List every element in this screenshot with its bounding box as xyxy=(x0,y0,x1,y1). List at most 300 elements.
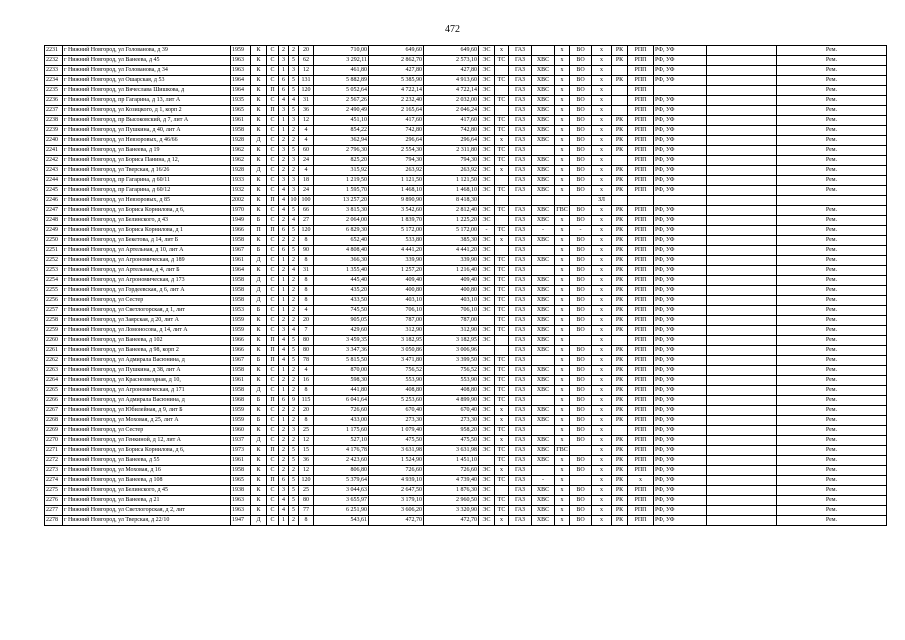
garbage-chute-cell: х xyxy=(592,236,612,246)
gas-cell: ГАЗ xyxy=(509,176,532,186)
living-area-cell: 403,10 xyxy=(369,296,424,306)
living-area-cell: 787,00 xyxy=(369,316,424,326)
garbage-chute-cell: х xyxy=(592,396,612,406)
wall-material-cell: К xyxy=(251,496,267,506)
living-area-cell: 553,90 xyxy=(369,376,424,386)
cold-water-cell xyxy=(532,356,555,366)
sewerage-cell: ВО xyxy=(570,86,592,96)
electricity-cell: ЭС xyxy=(479,336,495,346)
build-year-cell: 1964 xyxy=(231,266,251,276)
entrances-count-cell: 2 xyxy=(279,166,289,176)
build-year-cell: 1949 xyxy=(231,216,251,226)
facade-repair-cell xyxy=(654,86,707,96)
entrances-count-cell: 1 xyxy=(279,296,289,306)
build-year-cell: 1928 xyxy=(231,166,251,176)
garbage-chute-cell: х xyxy=(592,156,612,166)
row-number-cell: 2239 xyxy=(45,126,63,136)
table-row xyxy=(45,276,887,286)
address-cell: г Нижний Новгород, ул Белинского, д 43 xyxy=(63,216,231,226)
sewerage-cell xyxy=(570,196,592,206)
hot-water-cell: х xyxy=(555,276,570,286)
roof-repair-cell: РК xyxy=(612,476,628,486)
entrances-count-cell: 1 xyxy=(279,286,289,296)
table-row xyxy=(45,126,887,136)
electricity-cell: ЭС xyxy=(479,386,495,396)
roof-repair-cell: РК xyxy=(612,376,628,386)
heating-cell: ТС xyxy=(495,366,509,376)
project-type-cell: С xyxy=(267,66,279,76)
facade-repair-cell: РФ, УФ xyxy=(654,356,707,366)
apartments-count-cell: 60 xyxy=(299,146,314,156)
gas-cell: ГАЗ xyxy=(509,396,532,406)
total-area-cell: 441,80 xyxy=(314,386,369,396)
table-row xyxy=(45,296,887,306)
facade-repair-cell: РФ, УФ xyxy=(654,96,707,106)
heating-cell: ТС xyxy=(495,506,509,516)
build-year-cell: 1958 xyxy=(231,466,251,476)
electricity-cell: ЭС xyxy=(479,126,495,136)
engineering-repair-cell: х xyxy=(628,476,654,486)
wall-material-cell: К xyxy=(251,336,267,346)
project-type-cell: С xyxy=(267,156,279,166)
remark-cell xyxy=(707,106,777,116)
residential-area-cell: 4 441,20 xyxy=(424,246,479,256)
table-row xyxy=(45,176,887,186)
roof-repair-cell xyxy=(612,106,628,116)
garbage-chute-cell: х xyxy=(592,276,612,286)
gas-cell: ГАЗ xyxy=(509,476,532,486)
heating-cell xyxy=(495,106,509,116)
row-number-cell: 2249 xyxy=(45,226,63,236)
heating-cell: ТС xyxy=(495,326,509,336)
gas-cell: ГАЗ xyxy=(509,76,532,86)
project-type-cell: С xyxy=(267,316,279,326)
electricity-cell: - xyxy=(479,226,495,236)
roof-repair-cell xyxy=(612,196,628,206)
wall-material-cell: К xyxy=(251,196,267,206)
roof-repair-cell xyxy=(612,86,628,96)
hot-water-cell: х xyxy=(555,166,570,176)
apartments-count-cell: 120 xyxy=(299,226,314,236)
electricity-cell: ЭС xyxy=(479,506,495,516)
hot-water-cell: х xyxy=(555,346,570,356)
cold-water-cell: ХВС xyxy=(532,516,555,526)
entrances-count-cell: 6 xyxy=(279,86,289,96)
table-row xyxy=(45,316,887,326)
gas-cell: ГАЗ xyxy=(509,356,532,366)
floors-count-cell: 5 xyxy=(289,456,299,466)
build-year-cell: 1961 xyxy=(231,456,251,466)
apartments-count-cell: 24 xyxy=(299,186,314,196)
repair-type-cell: Рем. xyxy=(777,356,887,366)
wall-material-cell: Д xyxy=(251,136,267,146)
entrances-count-cell: 3 xyxy=(279,326,289,336)
facade-repair-cell: РФ, УФ xyxy=(654,116,707,126)
repair-type-cell: Рем. xyxy=(777,496,887,506)
sewerage-cell: ВО xyxy=(570,116,592,126)
residential-area-cell: 3 182,95 xyxy=(424,336,479,346)
roof-repair-cell: РК xyxy=(612,186,628,196)
roof-repair-cell: РК xyxy=(612,366,628,376)
living-area-cell: 408,80 xyxy=(369,386,424,396)
address-cell: г Нижний Новгород, ул Ванеева, д 45 xyxy=(63,56,231,66)
apartments-count-cell: 8 xyxy=(299,516,314,526)
engineering-repair-cell: РПП xyxy=(628,506,654,516)
residential-area-cell: 427,80 xyxy=(424,66,479,76)
residential-area-cell: 4 739,40 xyxy=(424,476,479,486)
total-area-cell: 429,60 xyxy=(314,326,369,336)
electricity-cell: ЭС xyxy=(479,306,495,316)
facade-repair-cell: РФ, УФ xyxy=(654,406,707,416)
cold-water-cell: ХВС xyxy=(532,216,555,226)
gas-cell: ГАЗ xyxy=(509,126,532,136)
facade-repair-cell: РФ, УФ xyxy=(654,156,707,166)
garbage-chute-cell: х xyxy=(592,506,612,516)
gas-cell: ГАЗ xyxy=(509,66,532,76)
row-number-cell: 2267 xyxy=(45,406,63,416)
entrances-count-cell: 2 xyxy=(279,446,289,456)
address-cell: г Нижний Новгород, ул Бориса Корнилова, д 6, xyxy=(63,206,231,216)
build-year-cell: 1967 xyxy=(231,356,251,366)
cold-water-cell: ХВС xyxy=(532,156,555,166)
total-area-cell: 543,61 xyxy=(314,516,369,526)
living-area-cell: 4 939,10 xyxy=(369,476,424,486)
floors-count-cell: 5 xyxy=(289,86,299,96)
row-number-cell: 2250 xyxy=(45,236,63,246)
garbage-chute-cell: х xyxy=(592,436,612,446)
heating-cell: ТС xyxy=(495,316,509,326)
table-row xyxy=(45,106,887,116)
remark-cell xyxy=(707,486,777,496)
facade-repair-cell: РФ, УФ xyxy=(654,476,707,486)
sewerage-cell: ВО xyxy=(570,286,592,296)
project-type-cell: С xyxy=(267,376,279,386)
heating-cell: х xyxy=(495,236,509,246)
floors-count-cell: 5 xyxy=(289,106,299,116)
heating-cell: ТС xyxy=(495,186,509,196)
facade-repair-cell: РФ, УФ xyxy=(654,276,707,286)
repair-type-cell: Рем. xyxy=(777,466,887,476)
entrances-count-cell: 1 xyxy=(279,416,289,426)
row-number-cell: 2243 xyxy=(45,166,63,176)
row-number-cell: 2258 xyxy=(45,316,63,326)
entrances-count-cell: 2 xyxy=(279,136,289,146)
electricity-cell: ЭС xyxy=(479,116,495,126)
cold-water-cell: ХВС xyxy=(532,86,555,96)
engineering-repair-cell: РПП xyxy=(628,406,654,416)
garbage-chute-cell: х xyxy=(592,126,612,136)
garbage-chute-cell: х xyxy=(592,166,612,176)
table-row xyxy=(45,356,887,366)
total-area-cell: 2 064,00 xyxy=(314,216,369,226)
engineering-repair-cell: РПП xyxy=(628,286,654,296)
heating-cell: х xyxy=(495,46,509,56)
repair-type-cell: Рем. xyxy=(777,206,887,216)
roof-repair-cell: РК xyxy=(612,176,628,186)
cold-water-cell xyxy=(532,246,555,256)
entrances-count-cell: 6 xyxy=(279,226,289,236)
build-year-cell: 1959 xyxy=(231,316,251,326)
floors-count-cell: 5 xyxy=(289,446,299,456)
floors-count-cell: 3 xyxy=(289,66,299,76)
engineering-repair-cell: РПП xyxy=(628,346,654,356)
address-cell: г Нижний Новгород, ул Агрономическая, д 171 xyxy=(63,386,231,396)
repair-type-cell: Рем. xyxy=(777,436,887,446)
address-cell: г Нижний Новгород, ул Агрономическая, д 189 xyxy=(63,256,231,266)
sewerage-cell: ВО xyxy=(570,346,592,356)
electricity-cell: ЭС xyxy=(479,246,495,256)
row-number-cell: 2276 xyxy=(45,496,63,506)
electricity-cell: ЭС xyxy=(479,256,495,266)
cold-water-cell: ХВС xyxy=(532,276,555,286)
garbage-chute-cell: х xyxy=(592,186,612,196)
row-number-cell: 2263 xyxy=(45,366,63,376)
repair-type-cell xyxy=(777,196,887,206)
roof-repair-cell: РК xyxy=(612,296,628,306)
facade-repair-cell: РФ, УФ xyxy=(654,126,707,136)
gas-cell: ГАЗ xyxy=(509,286,532,296)
row-number-cell: 2261 xyxy=(45,346,63,356)
apartments-count-cell: 16 xyxy=(299,376,314,386)
roof-repair-cell: РК xyxy=(612,116,628,126)
wall-material-cell: К xyxy=(251,476,267,486)
sewerage-cell: ВО xyxy=(570,486,592,496)
gas-cell: ГАЗ xyxy=(509,256,532,266)
entrances-count-cell: 3 xyxy=(279,146,289,156)
sewerage-cell: ВО xyxy=(570,76,592,86)
facade-repair-cell: РФ, УФ xyxy=(654,446,707,456)
total-area-cell: 1 595,70 xyxy=(314,186,369,196)
project-type-cell: С xyxy=(267,406,279,416)
total-area-cell: 445,40 xyxy=(314,276,369,286)
cold-water-cell: ХВС xyxy=(532,346,555,356)
page-number: 472 xyxy=(445,24,460,35)
heating-cell: ТС xyxy=(495,356,509,366)
repair-type-cell: Рем. xyxy=(777,106,887,116)
gas-cell: ГАЗ xyxy=(509,516,532,526)
hot-water-cell: х xyxy=(555,176,570,186)
hot-water-cell: х xyxy=(555,56,570,66)
entrances-count-cell: 3 xyxy=(279,56,289,66)
electricity-cell: ЭС xyxy=(479,376,495,386)
wall-material-cell: Б xyxy=(251,216,267,226)
facade-repair-cell: РФ, УФ xyxy=(654,396,707,406)
wall-material-cell: Д xyxy=(251,516,267,526)
build-year-cell: 1962 xyxy=(231,146,251,156)
living-area-cell: 2 165,64 xyxy=(369,106,424,116)
row-number-cell: 2247 xyxy=(45,206,63,216)
row-number-cell: 2254 xyxy=(45,276,63,286)
table-row xyxy=(45,506,887,516)
sewerage-cell: ВО xyxy=(570,156,592,166)
repair-type-cell: Рем. xyxy=(777,216,887,226)
repair-type-cell: Рем. xyxy=(777,316,887,326)
heating-cell: ТС xyxy=(495,426,509,436)
facade-repair-cell: РФ, УФ xyxy=(654,296,707,306)
total-area-cell: 2 423,60 xyxy=(314,456,369,466)
repair-type-cell: Рем. xyxy=(777,326,887,336)
roof-repair-cell: РК xyxy=(612,346,628,356)
electricity-cell: ЭС xyxy=(479,186,495,196)
hot-water-cell: х xyxy=(555,106,570,116)
entrances-count-cell: 4 xyxy=(279,206,289,216)
engineering-repair-cell: РПП xyxy=(628,496,654,506)
residential-area-cell: 726,60 xyxy=(424,466,479,476)
sewerage-cell: ВО xyxy=(570,246,592,256)
wall-material-cell: К xyxy=(251,486,267,496)
sewerage-cell xyxy=(570,336,592,346)
living-area-cell: 417,60 xyxy=(369,116,424,126)
project-type-cell: С xyxy=(267,246,279,256)
residential-area-cell: 385,30 xyxy=(424,236,479,246)
row-number-cell: 2268 xyxy=(45,416,63,426)
table-row xyxy=(45,286,887,296)
facade-repair-cell: РФ, УФ xyxy=(654,56,707,66)
entrances-count-cell: 4 xyxy=(279,336,289,346)
sewerage-cell: ВО xyxy=(570,456,592,466)
total-area-cell: 710,00 xyxy=(314,46,369,56)
total-area-cell: 825,20 xyxy=(314,156,369,166)
total-area-cell: 2 567,26 xyxy=(314,96,369,106)
residential-area-cell: 4 913,60 xyxy=(424,76,479,86)
living-area-cell: 475,50 xyxy=(369,436,424,446)
gas-cell: ГАЗ xyxy=(509,276,532,286)
living-area-cell: 3 050,86 xyxy=(369,346,424,356)
build-year-cell: 1959 xyxy=(231,46,251,56)
residential-area-cell: 2 573,10 xyxy=(424,56,479,66)
entrances-count-cell: 4 xyxy=(279,496,289,506)
wall-material-cell: К xyxy=(251,376,267,386)
row-number-cell: 2277 xyxy=(45,506,63,516)
roof-repair-cell: РК xyxy=(612,406,628,416)
heating-cell: ТС xyxy=(495,396,509,406)
entrances-count-cell: 4 xyxy=(279,346,289,356)
housing-registry-table xyxy=(44,45,887,526)
apartments-count-cell: 8 xyxy=(299,416,314,426)
apartments-count-cell: 4 xyxy=(299,366,314,376)
table-row xyxy=(45,406,887,416)
wall-material-cell: Б xyxy=(251,396,267,406)
engineering-repair-cell: РПП xyxy=(628,276,654,286)
gas-cell: ГАЗ xyxy=(509,146,532,156)
roof-repair-cell: РК xyxy=(612,206,628,216)
sewerage-cell: ВО xyxy=(570,166,592,176)
entrances-count-cell: 6 xyxy=(279,396,289,406)
row-number-cell: 2270 xyxy=(45,436,63,446)
repair-type-cell: Рем. xyxy=(777,346,887,356)
electricity-cell: ЭС xyxy=(479,356,495,366)
wall-material-cell: Д xyxy=(251,436,267,446)
gas-cell: ГАЗ xyxy=(509,346,532,356)
entrances-count-cell: 1 xyxy=(279,366,289,376)
table-row xyxy=(45,386,887,396)
remark-cell xyxy=(707,476,777,486)
engineering-repair-cell: РПП xyxy=(628,306,654,316)
engineering-repair-cell: РПП xyxy=(628,186,654,196)
build-year-cell: 1973 xyxy=(231,446,251,456)
living-area-cell: 726,60 xyxy=(369,466,424,476)
sewerage-cell: ВО xyxy=(570,126,592,136)
address-cell: г Нижний Новгород, ул Ломоносова, д 14, лит А xyxy=(63,326,231,336)
living-area-cell: 3 471,80 xyxy=(369,356,424,366)
floors-count-cell: 2 xyxy=(289,126,299,136)
living-area-cell: 5 172,00 xyxy=(369,226,424,236)
floors-count-cell: 4 xyxy=(289,96,299,106)
table-row xyxy=(45,186,887,196)
hot-water-cell: х xyxy=(555,236,570,246)
facade-repair-cell: РФ, УФ xyxy=(654,166,707,176)
project-type-cell: С xyxy=(267,126,279,136)
sewerage-cell: ВО xyxy=(570,366,592,376)
facade-repair-cell: РФ, УФ xyxy=(654,206,707,216)
project-type-cell: С xyxy=(267,306,279,316)
garbage-chute-cell: х xyxy=(592,256,612,266)
floors-count-cell: 2 xyxy=(289,286,299,296)
floors-count-cell: 3 xyxy=(289,426,299,436)
table-row xyxy=(45,156,887,166)
living-area-cell: 427,80 xyxy=(369,66,424,76)
project-type-cell: С xyxy=(267,466,279,476)
address-cell: г Нижний Новгород, ул Светлогорская, д 1, лит xyxy=(63,306,231,316)
garbage-chute-cell: х xyxy=(592,66,612,76)
facade-repair-cell: РФ, УФ xyxy=(654,496,707,506)
roof-repair-cell: РК xyxy=(612,326,628,336)
sewerage-cell: ВО xyxy=(570,176,592,186)
heating-cell: ТС xyxy=(495,386,509,396)
roof-repair-cell: РК xyxy=(612,256,628,266)
table-row xyxy=(45,216,887,226)
residential-area-cell: 5 172,00 xyxy=(424,226,479,236)
table-row xyxy=(45,196,887,206)
floors-count-cell: 2 xyxy=(289,276,299,286)
garbage-chute-cell: х xyxy=(592,496,612,506)
floors-count-cell: 3 xyxy=(289,186,299,196)
residential-area-cell: 472,70 xyxy=(424,516,479,526)
apartments-count-cell: 25 xyxy=(299,426,314,436)
wall-material-cell: К xyxy=(251,56,267,66)
heating-cell: ТС xyxy=(495,56,509,66)
entrances-count-cell: 2 xyxy=(279,316,289,326)
gas-cell: ГАЗ xyxy=(509,506,532,516)
project-type-cell: С xyxy=(267,366,279,376)
remark-cell xyxy=(707,436,777,446)
apartments-count-cell: 31 xyxy=(299,266,314,276)
sewerage-cell: ВО xyxy=(570,56,592,66)
table-row xyxy=(45,166,887,176)
hot-water-cell: х xyxy=(555,186,570,196)
entrances-count-cell: 4 xyxy=(279,196,289,206)
hot-water-cell: х xyxy=(555,386,570,396)
apartments-count-cell: 8 xyxy=(299,386,314,396)
roof-repair-cell: РК xyxy=(612,436,628,446)
facade-repair-cell: РФ, УФ xyxy=(654,416,707,426)
roof-repair-cell: РК xyxy=(612,276,628,286)
project-type-cell: С xyxy=(267,516,279,526)
table-row xyxy=(45,56,887,66)
electricity-cell: ЭС xyxy=(479,236,495,246)
sewerage-cell: ВО xyxy=(570,496,592,506)
total-area-cell: 6 041,64 xyxy=(314,396,369,406)
apartments-count-cell: 7 xyxy=(299,326,314,336)
build-year-cell: 1958 xyxy=(231,126,251,136)
apartments-count-cell: 12 xyxy=(299,436,314,446)
apartments-count-cell: 8 xyxy=(299,276,314,286)
electricity-cell: ЭС xyxy=(479,106,495,116)
sewerage-cell: ВО xyxy=(570,386,592,396)
total-area-cell: 2 796,30 xyxy=(314,146,369,156)
address-cell: г Нижний Новгород, ул Невзоровых, д 46/66 xyxy=(63,136,231,146)
build-year-cell: 1962 xyxy=(231,156,251,166)
